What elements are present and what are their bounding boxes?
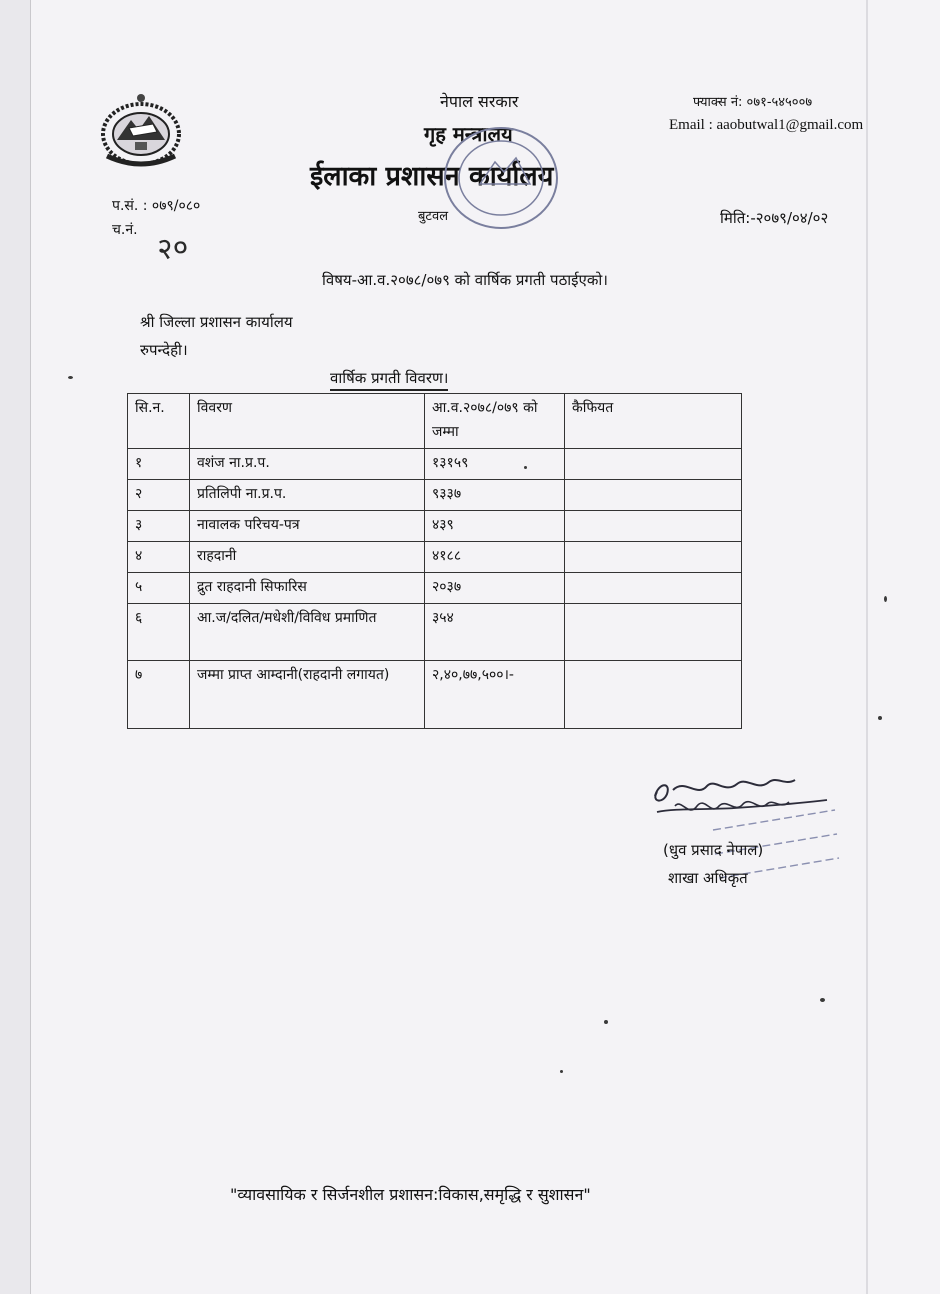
footer-slogan: "व्यावसायिक र सिर्जनशील प्रशासन:विकास,समृद्धि र सुशासन" bbox=[230, 1185, 591, 1204]
ministry-name: गृह मन्त्रालय bbox=[424, 122, 513, 146]
table-caption: वार्षिक प्रगती विवरण। bbox=[330, 368, 448, 391]
office-stamp-icon bbox=[440, 122, 562, 234]
dispatch-number-label: च.नं. bbox=[112, 222, 138, 238]
letter-date: मिति:-२०७९/०४/०२ bbox=[720, 209, 829, 227]
scan-speck bbox=[524, 466, 527, 469]
cell-description: नावालक परिचय-पत्र bbox=[190, 511, 425, 542]
cell-remarks bbox=[565, 542, 742, 573]
cell-remarks bbox=[565, 661, 742, 729]
cell-remarks bbox=[565, 480, 742, 511]
scan-speck bbox=[878, 716, 882, 720]
cell-total: २,४०,७७,५००।- bbox=[425, 661, 565, 729]
government-name: नेपाल सरकार bbox=[440, 92, 519, 111]
progress-table bbox=[127, 393, 742, 729]
cell-serial: १ bbox=[128, 449, 190, 480]
cell-description: जम्मा प्राप्त आम्दानी(राहदानी लगायत) bbox=[190, 661, 425, 729]
dispatch-number-value: २० bbox=[155, 229, 191, 268]
table-row bbox=[128, 449, 742, 480]
header-description: विवरण bbox=[190, 394, 425, 449]
fax-number: फ्याक्स नं: ०७१-५४५००७ bbox=[693, 95, 813, 110]
signatory-name: (धुव प्रसाद नेपाल) bbox=[663, 841, 764, 859]
cell-total: १३१५९ bbox=[425, 449, 565, 480]
cell-description: राहदानी bbox=[190, 542, 425, 573]
office-location: बुटवल bbox=[418, 209, 449, 224]
scan-speck bbox=[560, 1070, 563, 1073]
table-row bbox=[128, 573, 742, 604]
nepal-emblem-icon bbox=[95, 90, 187, 170]
header-total: आ.व.२०७८/०७९ को जम्मा bbox=[425, 394, 565, 449]
letter-subject: विषय-आ.व.२०७८/०७९ को वार्षिक प्रगती पठाईएको। bbox=[322, 271, 608, 289]
header-serial: सि.न. bbox=[128, 394, 190, 449]
cell-serial: ७ bbox=[128, 661, 190, 729]
cell-serial: ४ bbox=[128, 542, 190, 573]
cell-serial: ३ bbox=[128, 511, 190, 542]
cell-description: आ.ज/दलित/मधेशी/विविध प्रमाणित bbox=[190, 604, 425, 661]
office-name: ईलाका प्रशासन कार्यालय bbox=[310, 161, 554, 192]
table-row bbox=[128, 661, 742, 729]
cell-total: ४३९ bbox=[425, 511, 565, 542]
email-address: Email : aaobutwal1@gmail.com bbox=[669, 117, 864, 133]
table-row bbox=[128, 480, 742, 511]
cell-remarks bbox=[565, 449, 742, 480]
cell-serial: २ bbox=[128, 480, 190, 511]
recipient-office: श्री जिल्ला प्रशासन कार्यालय bbox=[140, 313, 293, 331]
table-row bbox=[128, 604, 742, 661]
cell-remarks bbox=[565, 604, 742, 661]
scan-speck bbox=[820, 998, 825, 1002]
cell-description: प्रतिलिपी ना.प्र.प. bbox=[190, 480, 425, 511]
cell-serial: ६ bbox=[128, 604, 190, 661]
signatory-designation: शाखा अधिकृत bbox=[668, 869, 748, 887]
header-remarks: कैफियत bbox=[565, 394, 742, 449]
cell-total: ९३३७ bbox=[425, 480, 565, 511]
page-fold bbox=[866, 0, 868, 1294]
table-header-row bbox=[128, 394, 742, 449]
reference-number: प.सं. : ०७९/०८० bbox=[112, 198, 201, 214]
recipient-district: रुपन्देही। bbox=[140, 341, 188, 359]
cell-remarks bbox=[565, 573, 742, 604]
cell-serial: ५ bbox=[128, 573, 190, 604]
scan-speck bbox=[68, 376, 73, 379]
cell-total: २०३७ bbox=[425, 573, 565, 604]
cell-description: द्रुत राहदानी सिफारिस bbox=[190, 573, 425, 604]
scan-speck bbox=[604, 1020, 608, 1024]
table-row bbox=[128, 542, 742, 573]
cell-total: ३५४ bbox=[425, 604, 565, 661]
scan-speck bbox=[884, 596, 887, 602]
cell-description: वशंज ना.प्र.प. bbox=[190, 449, 425, 480]
cell-total: ४१८८ bbox=[425, 542, 565, 573]
cell-remarks bbox=[565, 511, 742, 542]
table-row bbox=[128, 511, 742, 542]
